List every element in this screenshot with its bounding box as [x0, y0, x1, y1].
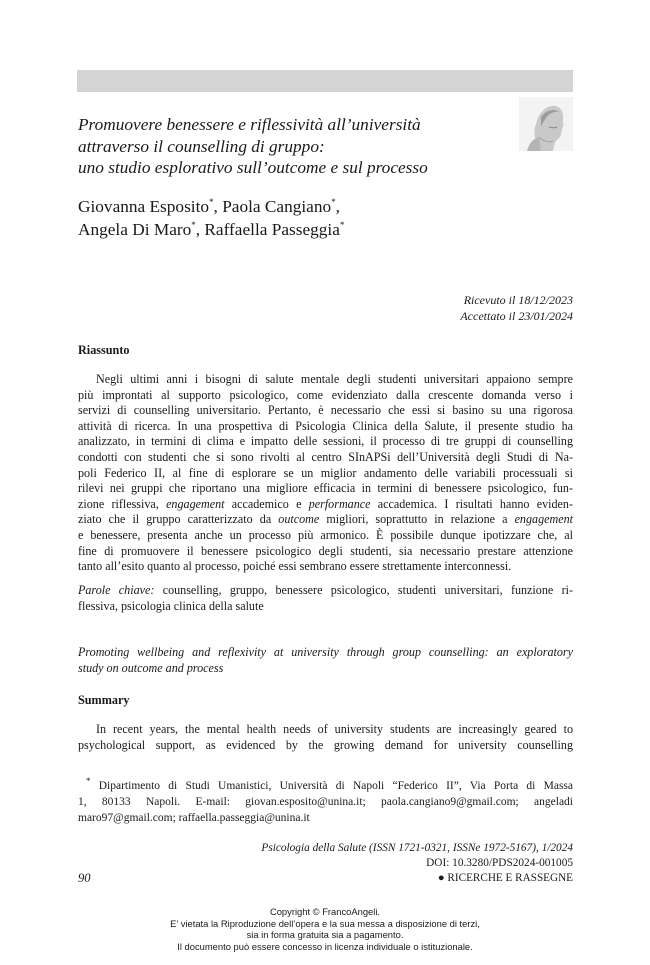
author-separator: , [335, 197, 340, 216]
doi: DOI: 10.3280/PDS2024-001005 [426, 857, 573, 869]
author-name: Giovanna Esposito [78, 197, 210, 216]
submission-dates [460, 292, 573, 324]
abstract-it-line [78, 512, 573, 528]
abstract-it-text: attività di ricerca. In una prospettiva di Psicologia Clinica della Salute, il presente studio ha [78, 418, 573, 433]
summary-heading: Summary [78, 693, 130, 707]
abstract-it-line [78, 528, 573, 544]
abstract-it-line [78, 403, 573, 419]
author-name: Angela Di Maro [78, 219, 192, 239]
keywords-label: Parole chiave: [78, 583, 155, 597]
copyright-line: Il documento può essere concesso in licenza individuale o istituzionale. [177, 940, 473, 952]
footnote-text: 1, 80133 Napoli. E-mail: giovan.esposito@unina.it; paola.cangiano9@gmail.com; angeladi [78, 796, 573, 808]
abstract-it-text: e benessere, presenta anche un processo più armonico. È possibile dunque ipotizzare che, al [78, 527, 573, 542]
section-label: ● RICERCHE E RASSEGNE [437, 872, 573, 884]
author-name: Raffaella Passeggia [204, 219, 340, 239]
riassunto-heading: Riassunto [78, 343, 130, 357]
author-name: Paola Cangiano [222, 197, 332, 216]
title-en-line: Promoting wellbeing and reflexivity at university through group counselling: an exploratory [78, 645, 573, 659]
abstract-it-text: analizzato, in termini di clima e impatto delle sessioni, il processo di tre gruppi di counselling [78, 434, 573, 449]
abstract-it-line [78, 434, 573, 450]
abstract-it-text: più improntati al supporto psicologico, come evidenziato dalla crescente domanda verso i [78, 387, 573, 402]
affiliation-mark: * [331, 197, 336, 208]
footnote-text: Dipartimento di Studi Umanistici, Università di Napoli “Federico II”, Via Porta di Massa [90, 780, 573, 792]
abstract-it-line [78, 497, 573, 513]
abstract-it-text: ziato che il gruppo caratterizzato da [78, 512, 279, 527]
title-en-line: study on outcome and process [78, 660, 224, 675]
abstract-it-term: performance [308, 496, 371, 511]
keywords-text: counselling, gruppo, benessere psicologico, studenti universitari, funzione ri- [154, 583, 573, 597]
abstract-it-line [78, 419, 573, 435]
abstract-it-term: outcome [278, 512, 320, 527]
abstract-it-term: engagement [166, 496, 225, 511]
abstract-it-text: rilevi nei gruppi che riportano una migliore efficacia in termini di benessere psicologico, fun- [78, 481, 573, 496]
copyright-notice [0, 906, 650, 952]
author-separator: , [195, 219, 205, 239]
affiliation-mark: * [339, 219, 345, 230]
author-list [78, 196, 344, 241]
keywords [78, 583, 573, 614]
abstract-it-line [78, 559, 573, 575]
article-title-it [78, 114, 498, 179]
abstract-it-term: engagement [514, 512, 573, 527]
abstract-it-text: condotti con studenti che si sono rivolti al centro SInAPSi dell’Università degli Studi di Na- [78, 449, 573, 464]
footnote-mark: * [86, 776, 91, 787]
copyright-line: Copyright © FrancoAngeli. [269, 906, 381, 917]
keywords-text: flessiva, psicologia clinica della salute [78, 598, 264, 613]
affiliation-mark: * [209, 197, 214, 208]
abstract-en-line: psychological support, as evidenced by the growing demand for university counselling [78, 737, 573, 752]
journal-info [261, 841, 573, 871]
abstract-it-line [78, 372, 573, 388]
copyright-line: sia in forma gratuita sia a pagamento. [246, 929, 404, 941]
abstract-it-text: Negli ultimi anni i bisogni di salute mentale degli studenti universitari appaiono sempre [96, 372, 573, 386]
received-date: Ricevuto il 18/12/2023 [463, 293, 573, 307]
abstract-it-text: zione riflessiva, [78, 496, 167, 511]
abstract-it-text: poli Federico II, al fine di esplorare se un miglior andamento delle variabili processuali si [78, 465, 573, 480]
article-title-en [78, 645, 573, 676]
abstract-en-line: In recent years, the mental health needs of university students are increasingly geared to [96, 722, 573, 736]
abstract-it-line [78, 544, 573, 560]
abstract-it-line [78, 466, 573, 482]
abstract-it-line [78, 450, 573, 466]
header-bar [77, 70, 573, 92]
title-line: Promuovere benessere e riflessività all’università [78, 115, 421, 134]
journal-portrait-logo [519, 97, 573, 151]
author-separator: , [213, 197, 223, 216]
title-line: attraverso il counselling di gruppo: [78, 136, 325, 156]
copyright-line: E’ vietata la Riproduzione dell’opera e la sua messa a disposizione di terzi, [170, 917, 480, 929]
journal-citation: Psicologia della Salute (ISSN 1721-0321, ISSNe 1972-5167), 1/2024 [261, 842, 573, 854]
abstract-en [78, 722, 573, 753]
footnote-text: maro97@gmail.com; raffaella.passeggia@unina.it [78, 812, 310, 824]
abstract-it-text: servizi di counselling universitario. Pertanto, è necessario che essi si basino su una rigorosa [78, 403, 573, 418]
accepted-date: Accettato il 23/01/2024 [460, 309, 573, 323]
affiliation-footnote [78, 778, 573, 826]
page-number: 90 [78, 871, 91, 885]
abstract-it-text: accademica. I risultati hanno eviden- [370, 496, 573, 511]
abstract-it-text: tanto all’esito quanto al processo, poiché essi sembrano essere strettamente interconnessi. [78, 559, 512, 574]
abstract-it-line [78, 481, 573, 497]
abstract-it [78, 372, 573, 575]
title-line: uno studio esplorativo sull’outcome e sul processo [78, 158, 428, 177]
affiliation-mark: * [191, 219, 196, 230]
abstract-it-text: fine di promuovere il benessere psicologico degli studenti, sia necessario prestare attenzione [78, 543, 573, 558]
abstract-it-text: migliori, soprattutto in relazione a [319, 512, 515, 527]
abstract-it-text: accademico e [224, 496, 309, 511]
abstract-it-line [78, 388, 573, 404]
